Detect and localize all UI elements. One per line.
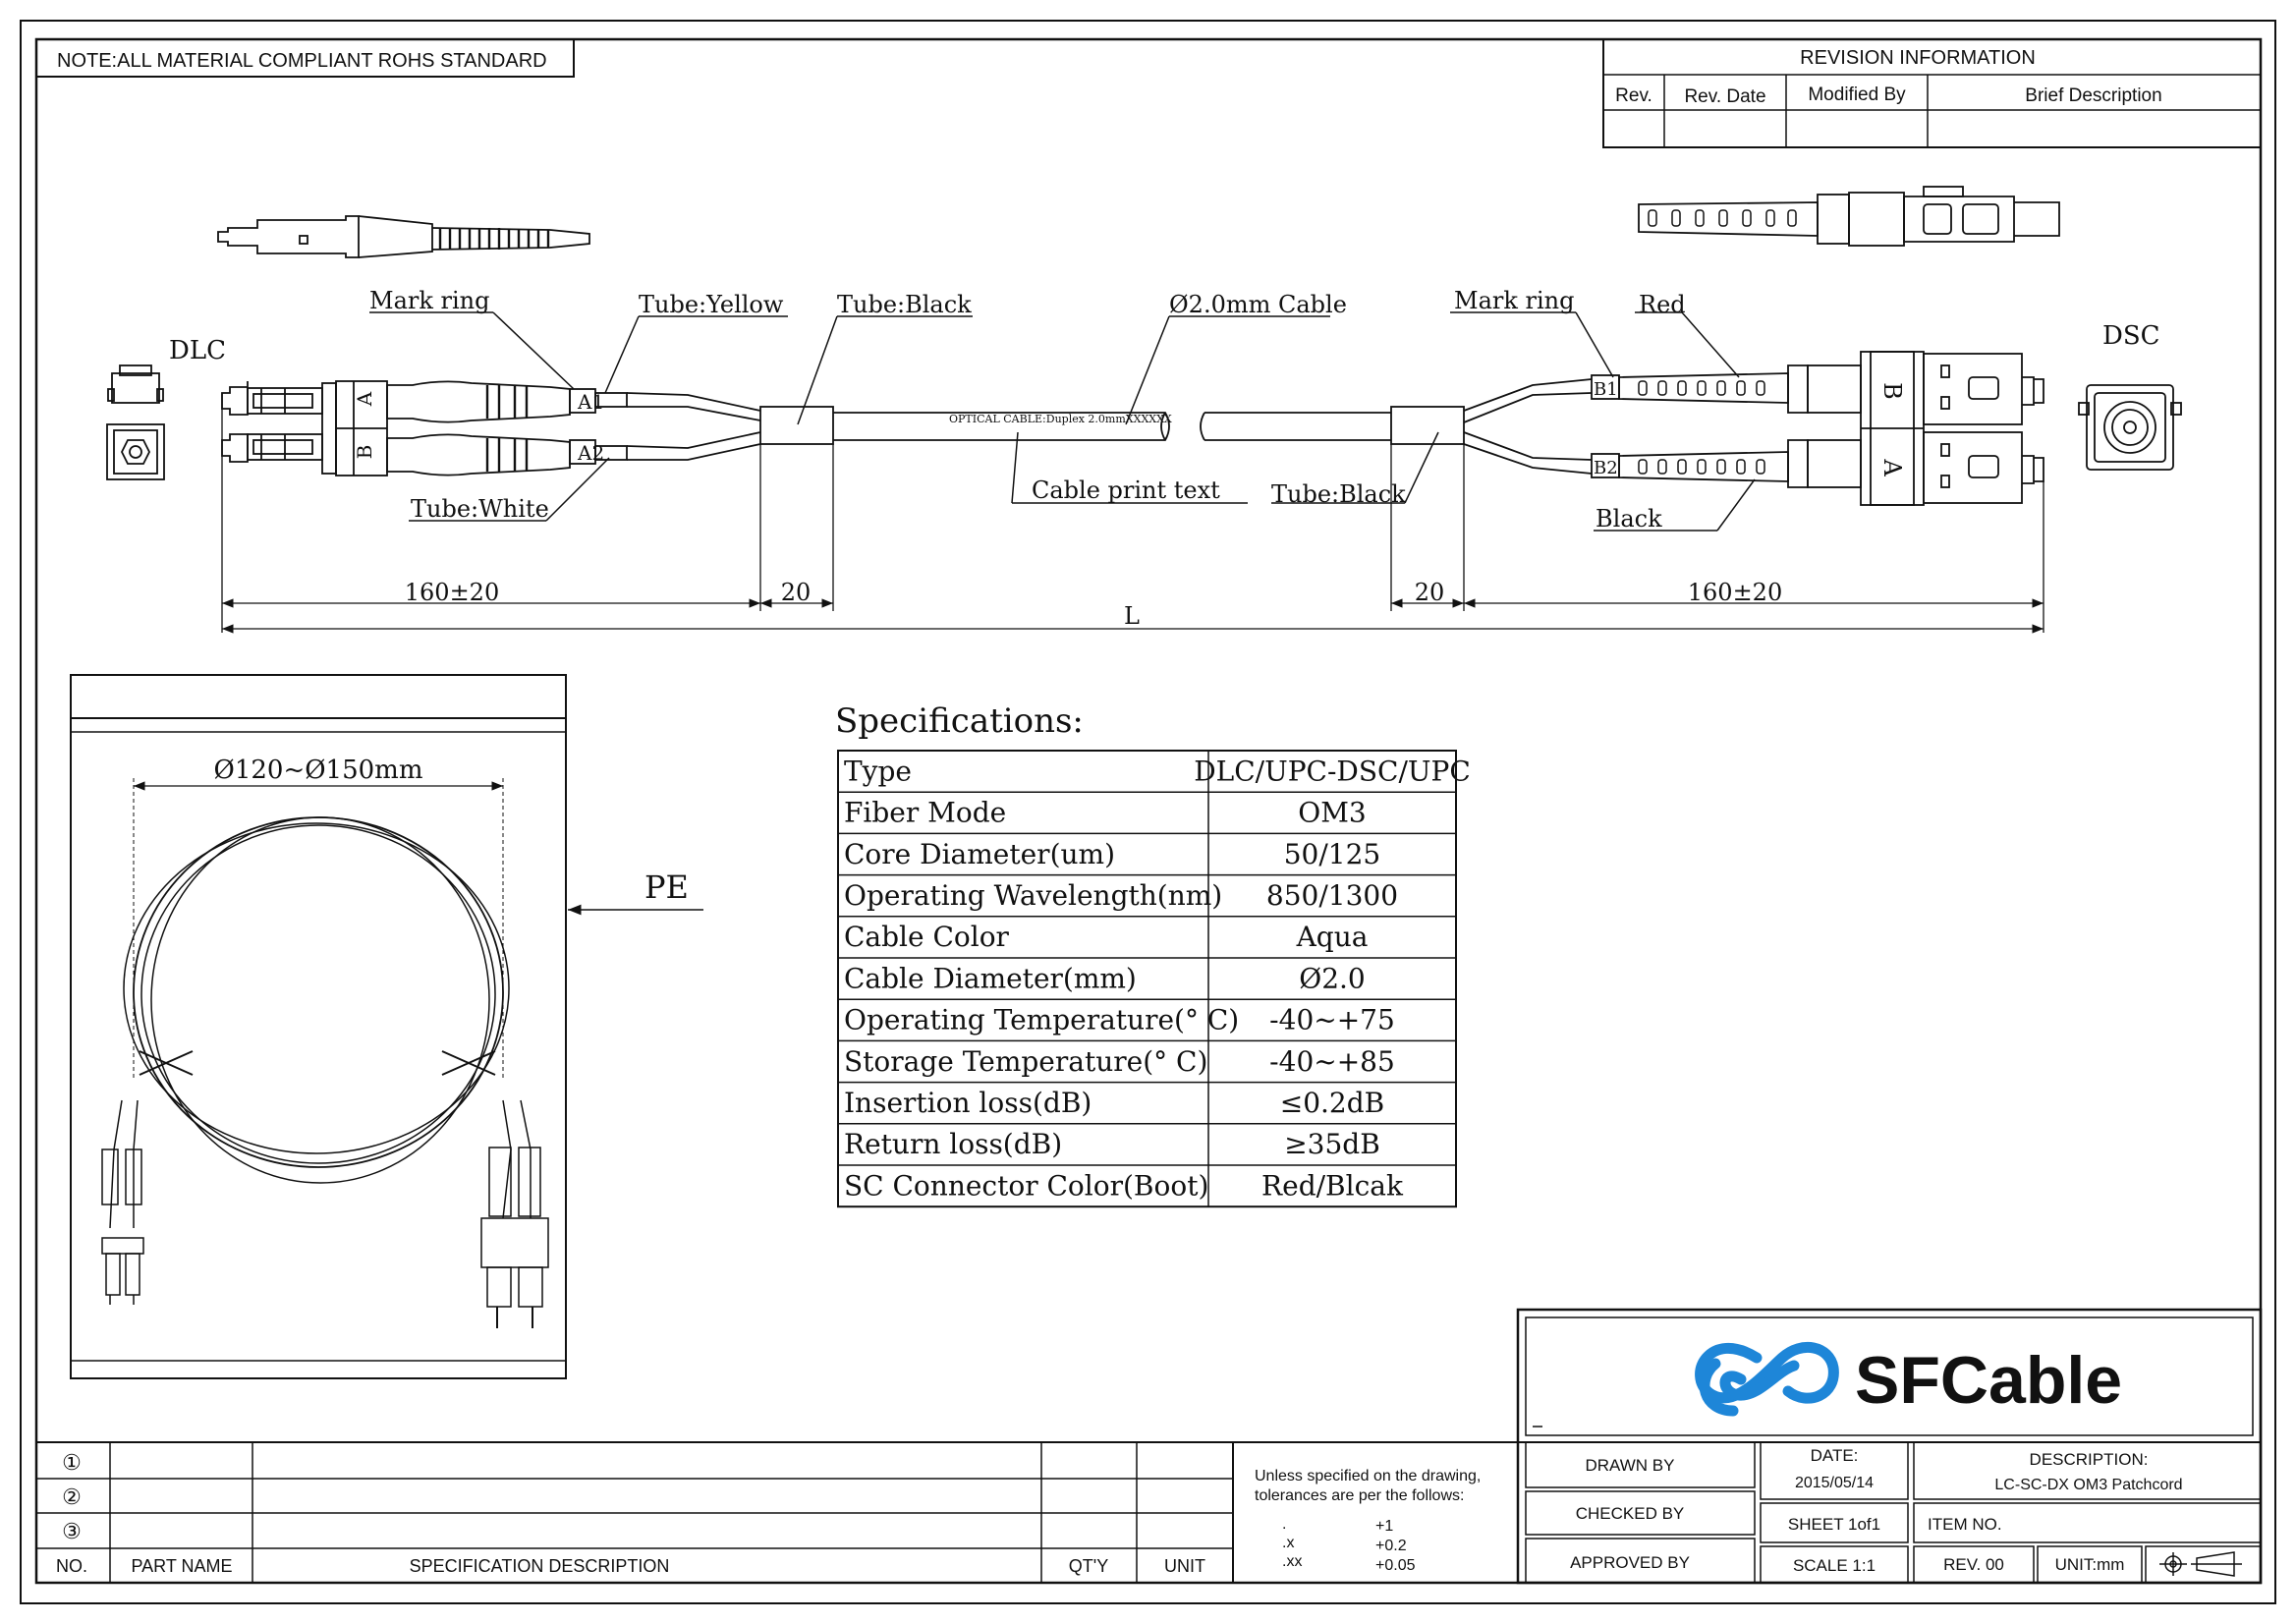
mark-a1: A1 xyxy=(578,390,605,414)
spec-row-label: SC Connector Color(Boot) xyxy=(844,1169,1209,1203)
coil-diameter: Ø120~Ø150mm xyxy=(213,756,423,785)
tube-black-right-label: Tube:Black xyxy=(1271,480,1406,508)
dim-right: 160±20 xyxy=(1687,579,1783,606)
svg-text:SFCable: SFCable xyxy=(1855,1343,2123,1418)
spec-row-value: ≤0.2dB xyxy=(1279,1086,1385,1119)
spec-row-value: DLC/UPC-DSC/UPC xyxy=(1194,755,1471,788)
svg-text:Modified By: Modified By xyxy=(1808,84,1906,105)
svg-text:.: . xyxy=(1282,1516,1287,1533)
spec-row-label: Cable Color xyxy=(844,921,1009,954)
specifications xyxy=(835,701,1471,1206)
svg-text:.xx: .xx xyxy=(1282,1553,1303,1570)
black-boot-label: Black xyxy=(1596,505,1662,532)
sc-connector-side-view xyxy=(1639,187,2059,246)
spec-row-value: OM3 xyxy=(1298,796,1367,829)
right-fanout xyxy=(1391,379,1592,474)
dlc-end-view xyxy=(107,365,164,479)
dsc-duplex-connector xyxy=(1592,352,2044,505)
tube-white-label: Tube:White xyxy=(411,495,549,523)
spec-row-value: -40~+85 xyxy=(1269,1044,1395,1078)
sc-label-a: A xyxy=(1878,459,1906,476)
spec-table xyxy=(838,751,1471,1206)
rohs-note xyxy=(36,39,574,77)
svg-text:UNIT: UNIT xyxy=(1164,1556,1205,1576)
revision-table xyxy=(1603,39,2261,147)
spec-row-label: Storage Temperature(° C) xyxy=(844,1044,1208,1078)
mark-a2: A2 xyxy=(578,441,605,465)
spec-row-label: Fiber Mode xyxy=(844,796,1007,829)
pe-label: PE xyxy=(644,868,689,906)
cable-label: Ø2.0mm Cable xyxy=(1169,291,1347,318)
drawn-by: DRAWN BY xyxy=(1585,1456,1675,1475)
spec-row-value: 50/125 xyxy=(1283,837,1381,870)
rev-number: REV. 00 xyxy=(1943,1555,2004,1574)
description-label: DESCRIPTION: xyxy=(2029,1450,2149,1469)
item-no: ITEM NO. xyxy=(1928,1515,2002,1534)
svg-text:①: ① xyxy=(62,1450,82,1475)
dim-left: 160±20 xyxy=(404,579,500,606)
cable-print-label: Cable print text xyxy=(1032,476,1220,504)
dsc-label: DSC xyxy=(2102,321,2160,351)
clip-label-a: A xyxy=(353,391,376,407)
mark-ring-left-label: Mark ring xyxy=(369,287,490,314)
spec-row-label: Cable Diameter(mm) xyxy=(844,962,1137,995)
tolerance-note xyxy=(1233,1442,1518,1583)
spec-row-value: Red/Blcak xyxy=(1261,1169,1403,1203)
spec-row-label: Operating Wavelength(nm) xyxy=(844,878,1223,912)
tube-black-left-label: Tube:Black xyxy=(837,291,972,318)
svg-text:+0.05: +0.05 xyxy=(1375,1557,1416,1574)
sfcable-logo-icon xyxy=(1701,1347,1834,1411)
spec-row-label: Return loss(dB) xyxy=(844,1128,1063,1161)
dlc-label: DLC xyxy=(169,336,227,365)
svg-text:QT'Y: QT'Y xyxy=(1068,1556,1109,1576)
tube-yellow-label: Tube:Yellow xyxy=(639,291,784,318)
svg-text:REVISION INFORMATION: REVISION INFORMATION xyxy=(1800,47,2036,69)
spec-row-value: 850/1300 xyxy=(1265,878,1399,912)
scale: SCALE 1:1 xyxy=(1792,1556,1876,1575)
dsc-end-view xyxy=(2079,385,2181,470)
spec-row-label: Insertion loss(dB) xyxy=(844,1086,1092,1119)
sheet-number: SHEET 1of1 xyxy=(1787,1515,1881,1534)
spec-row-label: Type xyxy=(844,755,912,788)
date-value: 2015/05/14 xyxy=(1794,1475,1875,1491)
spec-row-label: Core Diameter(um) xyxy=(844,837,1115,870)
svg-text:SPECIFICATION DESCRIPTION: SPECIFICATION DESCRIPTION xyxy=(409,1556,670,1576)
svg-text:Rev.: Rev. xyxy=(1615,85,1652,106)
lc-connector-side-view xyxy=(218,216,589,257)
date-label: DATE: xyxy=(1810,1446,1859,1465)
spec-row-value: -40~+75 xyxy=(1269,1003,1395,1036)
unit: UNIT:mm xyxy=(2054,1555,2125,1574)
svg-text:Rev. Date: Rev. Date xyxy=(1684,86,1766,107)
red-boot-label: Red xyxy=(1639,291,1686,318)
spec-row-label: Operating Temperature(° C) xyxy=(844,1003,1240,1036)
projection-symbol-icon xyxy=(2159,1552,2242,1576)
svg-text:NOTE:ALL MATERIAL COMPLIANT RO: NOTE:ALL MATERIAL COMPLIANT ROHS STANDARD xyxy=(57,50,547,72)
clip-label-b: B xyxy=(353,444,376,460)
dim-right-short: 20 xyxy=(1414,579,1445,606)
svg-text:NO.: NO. xyxy=(55,1556,88,1576)
title-block-text xyxy=(1570,1446,2183,1575)
checked-by: CHECKED BY xyxy=(1575,1504,1685,1523)
cable-assembly-drawing xyxy=(107,187,2181,633)
svg-text:PART NAME: PART NAME xyxy=(131,1556,233,1576)
description-value: LC-SC-DX OM3 Patchcord xyxy=(1994,1477,2183,1493)
dim-left-short: 20 xyxy=(780,579,812,606)
spec-row-value: Aqua xyxy=(1296,921,1369,954)
svg-text:Unless specified on the drawin: Unless specified on the drawing, xyxy=(1255,1468,1482,1484)
sfcable-logo xyxy=(1701,1343,2122,1418)
spec-row-value: ≥35dB xyxy=(1284,1128,1380,1161)
spec-row-value: Ø2.0 xyxy=(1299,962,1366,995)
mark-b1: B1 xyxy=(1594,379,1618,400)
mark-b2: B2 xyxy=(1594,458,1618,478)
cable-print-text: OPTICAL CABLE:Duplex 2.0mmXXXXXX xyxy=(949,413,1172,425)
left-fanout xyxy=(627,393,833,460)
svg-text:②: ② xyxy=(62,1484,82,1509)
svg-text:+1: +1 xyxy=(1375,1518,1394,1535)
svg-text:③: ③ xyxy=(62,1519,82,1543)
svg-text:tolerances are per the follows: tolerances are per the follows: xyxy=(1255,1487,1465,1504)
mark-ring-right-label: Mark ring xyxy=(1454,287,1575,314)
dim-total: L xyxy=(1124,602,1140,630)
sc-label-b: B xyxy=(1878,382,1906,400)
svg-text:Brief Description: Brief Description xyxy=(2025,85,2162,106)
svg-text:.x: .x xyxy=(1282,1535,1295,1551)
dlc-duplex-connector xyxy=(222,381,627,476)
spec-title: Specifications: xyxy=(835,701,1084,741)
svg-text:+0.2: +0.2 xyxy=(1375,1538,1407,1554)
approved-by: APPROVED BY xyxy=(1570,1553,1690,1572)
